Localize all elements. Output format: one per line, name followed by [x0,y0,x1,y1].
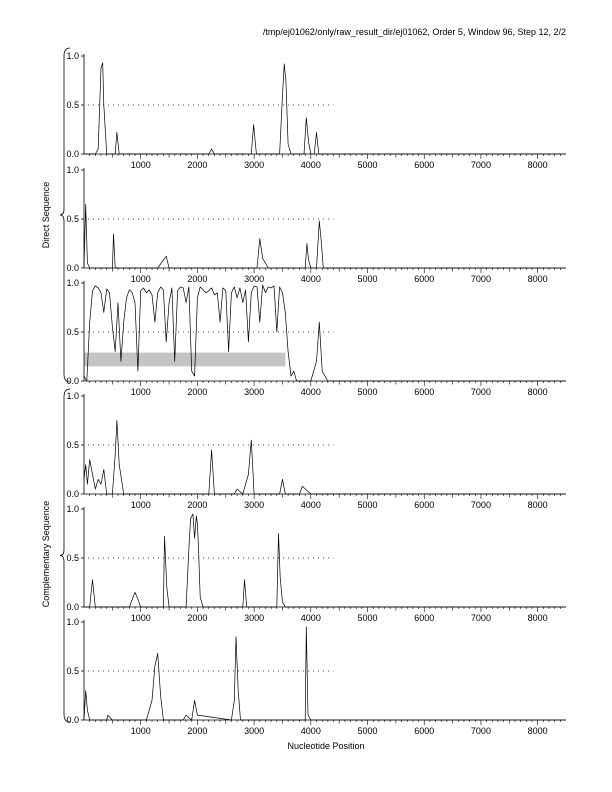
y-tick-label: 1.0 [66,278,79,288]
x-tick-label: 1000 [130,160,151,170]
panel-5 [66,504,566,623]
y-tick-label: 0.0 [66,715,79,725]
y-tick-label: 0.0 [66,263,79,273]
x-tick-label: 5000 [357,274,378,284]
x-tick-label: 1000 [130,726,151,736]
x-tick-label: 8000 [527,160,548,170]
panel-3 [66,278,566,397]
x-tick-label: 5000 [357,613,378,623]
x-tick-label: 3000 [244,274,265,284]
y-tick-label: 1.0 [66,504,79,514]
panel-4 [66,391,566,510]
panel-6 [66,617,566,736]
x-tick-label: 4000 [300,160,321,170]
x-tick-label: 1000 [130,500,151,510]
panel-1 [66,51,566,170]
x-tick-label: 2000 [187,274,208,284]
x-axis-label: Nucleotide Position [287,741,365,751]
x-tick-label: 7000 [470,387,491,397]
y-tick-label: 0.5 [66,100,79,110]
y-tick-label: 1.0 [66,165,79,175]
y-tick-label: 0.5 [66,553,79,563]
y-tick-label: 0.5 [66,214,79,224]
x-tick-label: 3000 [244,500,265,510]
x-tick-label: 1000 [130,613,151,623]
x-tick-label: 8000 [527,387,548,397]
panels [66,51,566,736]
y-tick-label: 0.5 [66,440,79,450]
series-line [84,514,566,607]
x-tick-label: 7000 [470,500,491,510]
x-tick-label: 6000 [414,613,435,623]
x-tick-label: 7000 [470,726,491,736]
y-tick-label: 0.0 [66,376,79,386]
x-tick-label: 1000 [130,274,151,284]
x-tick-label: 5000 [357,500,378,510]
y-tick-label: 0.5 [66,666,79,676]
x-tick-label: 2000 [187,726,208,736]
y-tick-label: 1.0 [66,391,79,401]
y-tick-label: 0.0 [66,149,79,159]
x-tick-label: 4000 [300,613,321,623]
x-tick-label: 4000 [300,387,321,397]
series-line [84,421,566,495]
x-tick-label: 6000 [414,500,435,510]
x-tick-label: 2000 [187,500,208,510]
x-tick-label: 3000 [244,387,265,397]
x-tick-label: 8000 [527,274,548,284]
y-tick-label: 0.0 [66,602,79,612]
series-line [84,204,566,268]
figure-title: /tmp/ej01062/only/raw_result_dir/ej01062, Order 5, Window 96, Step 12, 2/2 [262,27,566,37]
x-tick-label: 2000 [187,613,208,623]
x-tick-label: 5000 [357,160,378,170]
y-tick-label: 1.0 [66,617,79,627]
y-tick-label: 1.0 [66,51,79,61]
group-label-complementary: Complementary Sequence [41,500,51,608]
y-tick-label: 0.5 [66,327,79,337]
y-tick-label: 0.0 [66,489,79,499]
group-label-direct: Direct Sequence [41,181,51,249]
x-tick-label: 4000 [300,500,321,510]
series-line [84,285,566,381]
x-tick-label: 8000 [527,726,548,736]
x-tick-label: 6000 [414,160,435,170]
x-tick-label: 3000 [244,726,265,736]
shaded-band [84,353,285,367]
panel-2 [66,165,566,284]
x-tick-label: 7000 [470,613,491,623]
x-tick-label: 8000 [527,500,548,510]
x-tick-label: 1000 [130,387,151,397]
x-tick-label: 5000 [357,726,378,736]
x-tick-label: 2000 [187,387,208,397]
x-tick-label: 3000 [244,613,265,623]
x-tick-label: 8000 [527,613,548,623]
x-tick-label: 7000 [470,160,491,170]
x-tick-label: 6000 [414,274,435,284]
x-tick-label: 7000 [470,274,491,284]
x-tick-label: 6000 [414,726,435,736]
series-line [84,627,566,720]
x-tick-label: 4000 [300,726,321,736]
x-tick-label: 5000 [357,387,378,397]
x-tick-label: 3000 [244,160,265,170]
x-tick-label: 4000 [300,274,321,284]
x-tick-label: 6000 [414,387,435,397]
x-tick-label: 2000 [187,160,208,170]
series-line [84,63,566,154]
